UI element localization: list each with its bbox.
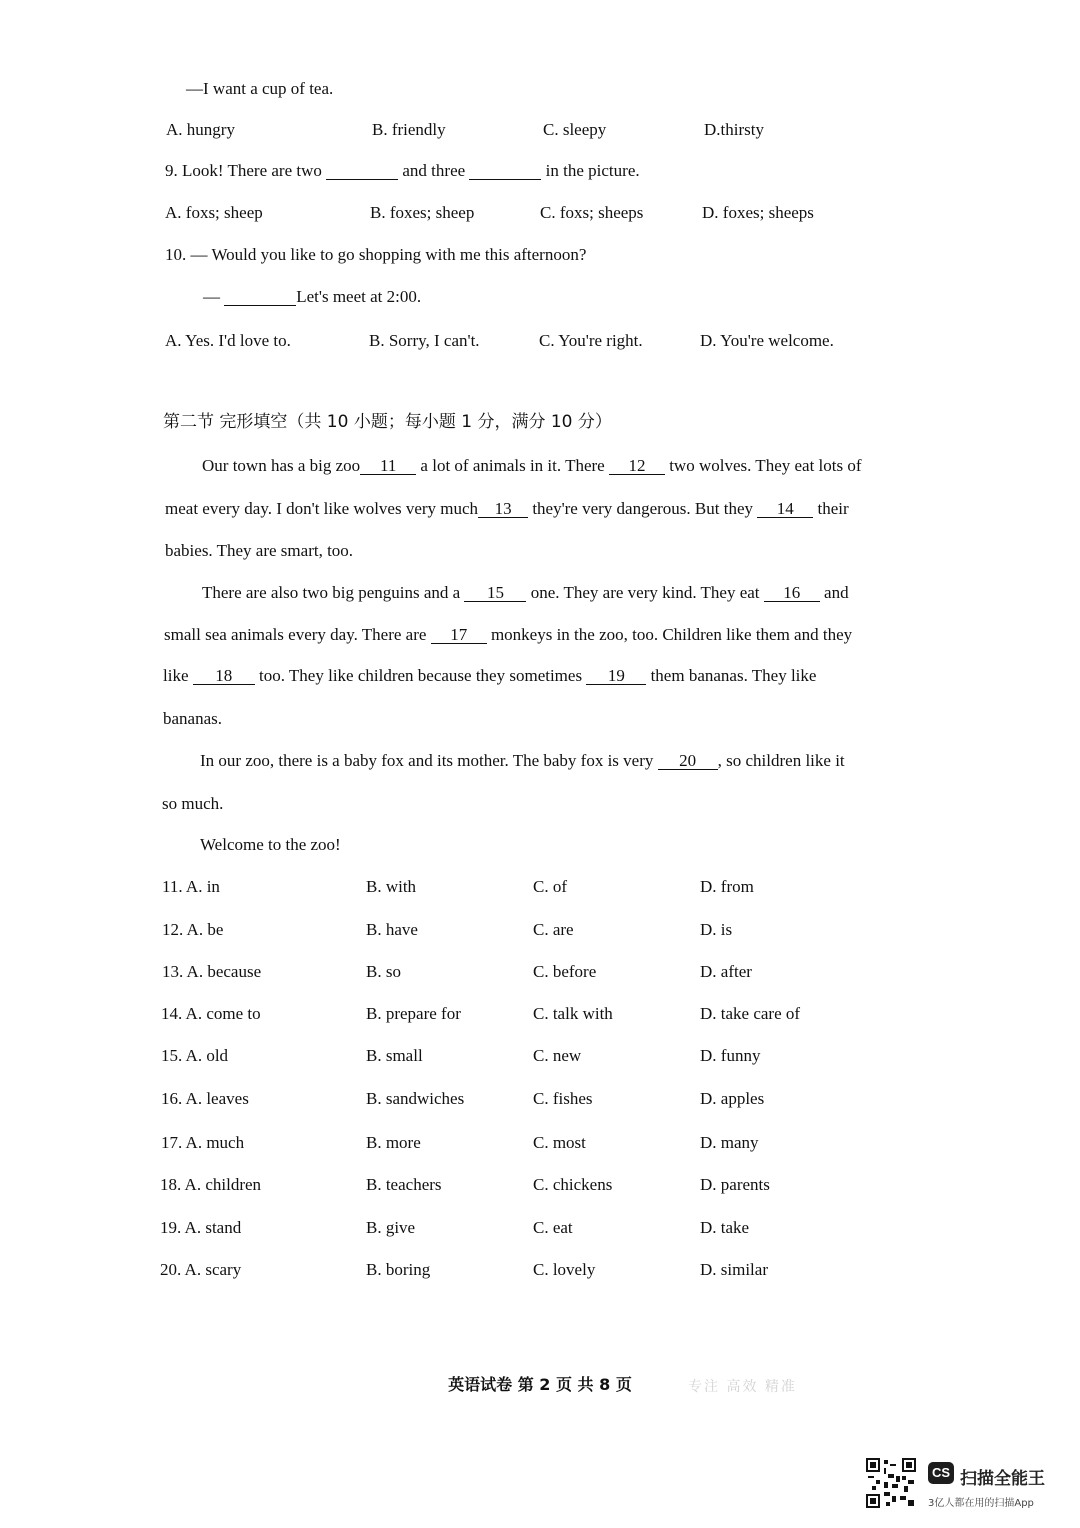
- q9-option-c: C. foxs; sheeps: [540, 203, 644, 222]
- choice-18-b: B. teachers: [366, 1175, 442, 1194]
- choice-11-d: D. from: [700, 877, 754, 896]
- choice-14-b: B. prepare for: [366, 1004, 461, 1023]
- q9-stem: 9. Look! There are two and three in the picture.: [165, 161, 640, 180]
- q8-option-b: B. friendly: [372, 120, 446, 139]
- choice-14-d: D. take care of: [700, 1004, 801, 1023]
- passage-p3-line1: In our zoo, there is a baby fox and its mother. The baby fox is very 20 , so children like it: [200, 751, 845, 770]
- blank-15: 15: [464, 584, 526, 602]
- q10-question: 10. — Would you like to go shopping with me this afternoon?: [165, 245, 587, 264]
- choice-18-a: 18. A. children: [160, 1175, 262, 1194]
- q9-option-b: B. foxes; sheep: [370, 203, 475, 222]
- passage-p2-line1: There are also two big penguins and a 15 one. They are very kind. They eat 16 and: [202, 583, 849, 602]
- blank-17: 17: [431, 626, 487, 644]
- q10-option-c: C. You're right.: [539, 331, 643, 350]
- choice-16-c: C. fishes: [533, 1089, 593, 1108]
- choice-14-a: 14. A. come to: [161, 1004, 261, 1023]
- scanner-app-name: 扫描全能王: [960, 1469, 1045, 1489]
- choice-13-d: D. after: [700, 962, 752, 981]
- q8-answer: —I want a cup of tea.: [186, 79, 334, 98]
- passage-p1-line3: babies. They are smart, too.: [165, 541, 354, 560]
- choice-11-b: B. with: [366, 877, 417, 896]
- passage-p2-line2: small sea animals every day. There are 17 monkeys in the zoo, too. Children like them and they: [164, 625, 853, 644]
- faint-watermark-text: 专注 高效 精准: [688, 1379, 797, 1395]
- q10-option-a: A. Yes. I'd love to.: [165, 331, 291, 350]
- choice-15-a: 15. A. old: [161, 1046, 229, 1065]
- q8-option-a: A. hungry: [166, 120, 235, 139]
- choice-17-d: D. many: [700, 1133, 759, 1152]
- choice-20-c: C. lovely: [533, 1260, 596, 1279]
- blank-13: 13: [478, 500, 528, 518]
- choice-13-a: 13. A. because: [162, 962, 262, 981]
- q10-option-d: D. You're welcome.: [700, 331, 834, 350]
- choice-18-d: D. parents: [700, 1175, 770, 1194]
- q9-option-a: A. foxs; sheep: [165, 203, 263, 222]
- choice-12-b: B. have: [366, 920, 418, 939]
- blank-14: 14: [757, 500, 813, 518]
- blank-12: 12: [609, 457, 665, 475]
- q8-option-d: D.thirsty: [704, 120, 764, 139]
- page-footer: 英语试卷 第 2 页 共 8 页: [448, 1375, 632, 1394]
- passage-p1-line1: Our town has a big zoo 11 a lot of animals in it. There 12 two wolves. They eat lots of: [202, 456, 862, 475]
- passage-closing: Welcome to the zoo!: [200, 835, 341, 854]
- choice-15-c: C. new: [533, 1046, 582, 1065]
- choice-15-d: D. funny: [700, 1046, 761, 1065]
- choice-11-a: 11. A. in: [162, 877, 220, 896]
- choice-16-a: 16. A. leaves: [161, 1089, 249, 1108]
- choice-13-c: C. before: [533, 962, 597, 981]
- choice-15-b: B. small: [366, 1046, 423, 1065]
- choice-12-c: C. are: [533, 920, 574, 939]
- blank-20: 20: [658, 752, 718, 770]
- blank-19: 19: [586, 667, 646, 685]
- q10-blank: [224, 288, 296, 306]
- passage-p3-line2: so much.: [162, 794, 224, 813]
- choice-14-c: C. talk with: [533, 1004, 613, 1023]
- camscanner-logo-icon: CS: [928, 1462, 954, 1484]
- blank-11: 11: [360, 457, 416, 475]
- choice-19-b: B. give: [366, 1218, 416, 1237]
- q9-option-d: D. foxes; sheeps: [702, 203, 814, 222]
- q8-option-c: C. sleepy: [543, 120, 607, 139]
- passage-p2-line4: bananas.: [163, 709, 223, 728]
- choice-17-c: C. most: [533, 1133, 586, 1152]
- choice-19-d: D. take: [700, 1218, 750, 1237]
- choice-12-d: D. is: [700, 920, 733, 939]
- choice-20-b: B. boring: [366, 1260, 431, 1279]
- choice-17-b: B. more: [366, 1133, 421, 1152]
- scanner-app-slogan: 3亿人都在用的扫描App: [928, 1498, 1034, 1509]
- blank-18: 18: [193, 667, 255, 685]
- choice-20-a: 20. A. scary: [160, 1260, 242, 1279]
- q10-option-b: B. Sorry, I can't.: [369, 331, 480, 350]
- q10-reply: — Let's meet at 2:00.: [203, 287, 422, 306]
- q9-blank-2: [469, 162, 541, 180]
- choice-20-d: D. similar: [700, 1260, 768, 1279]
- choice-13-b: B. so: [366, 962, 401, 981]
- q9-blank-1: [326, 162, 398, 180]
- passage-p2-line3: like 18 too. They like children because they sometimes 19 them bananas. They like: [163, 666, 817, 685]
- blank-16: 16: [764, 584, 820, 602]
- choice-19-a: 19. A. stand: [160, 1218, 242, 1237]
- choice-16-b: B. sandwiches: [366, 1089, 465, 1108]
- choice-18-c: C. chickens: [533, 1175, 613, 1194]
- choice-16-d: D. apples: [700, 1089, 765, 1108]
- choice-19-c: C. eat: [533, 1218, 573, 1237]
- qr-code-icon: [866, 1458, 916, 1508]
- passage-p1-line2: meat every day. I don't like wolves very much 13 they're very dangerous. But they 14 their: [165, 499, 849, 518]
- section-title: 第二节 完形填空（共 10 小题；每小题 1 分，满分 10 分）: [163, 412, 612, 432]
- choice-12-a: 12. A. be: [162, 920, 224, 939]
- choice-11-c: C. of: [533, 877, 567, 896]
- choice-17-a: 17. A. much: [161, 1133, 245, 1152]
